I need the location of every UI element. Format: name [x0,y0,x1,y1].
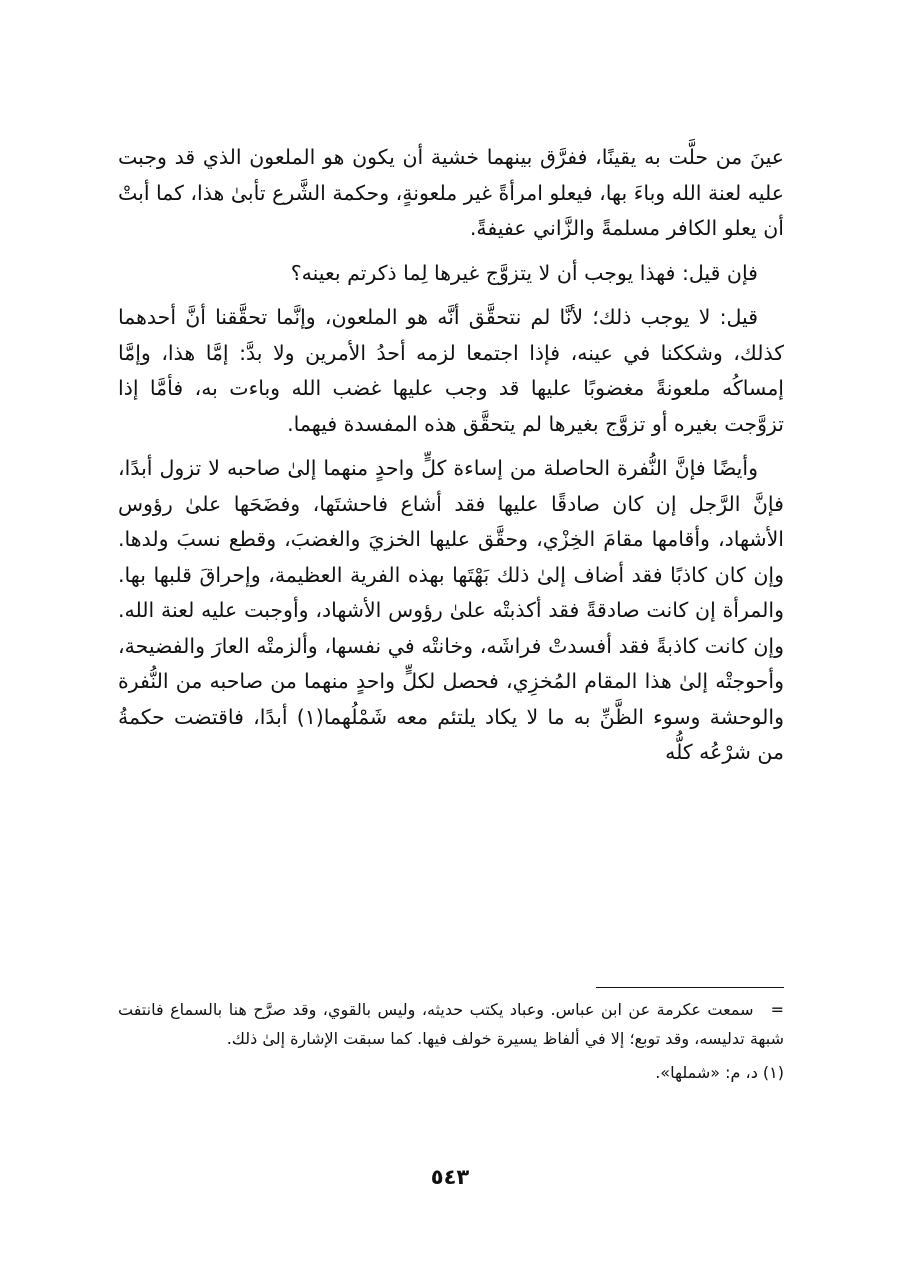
text-line: الظَّنِّ به ما لا يكاد يلتئم معه شَمْلُهما(١) أبدًا، فاقتضت حكمةُ من شرْعُه كلُّه [118,704,784,764]
text-line: وجبت عليه لعنة الله وباءَ بها، فيعلو امرأةً غير ملعونةٍ، وحكمة الشَّرع تأبىٰ [118,145,784,205]
text-line: وقطع نسبَ ولدها. وإن كان كاذبًا فقد أضاف إلىٰ ذلك بَهْتَها بهذه الفرية [118,527,784,587]
footnote-continuation [118,995,784,1053]
text-line: أحدهما كذلك، وشككنا في عينه، فإذا اجتمعا لزمه أحدُ الأمرين ولا بدَّ: إمَّا [118,305,784,365]
text-line: قيل: لا يوجب ذلك؛ لأنَّا لم نتحقَّق أنَّه هو الملعون، وإنَّما تحقَّقنا أنَّ [185,305,758,329]
text-line: هذا، كما أبتْ أن يعلو الكافر مسلمةً والزَّاني عفيفةً. [118,180,784,240]
text-line: فإن قيل: فهذا يوجب أن لا يتزوَّج غيرها لِما ذكرتم بعينه؟ [290,260,758,285]
text-line: المُخزِي، فحصل لكلٍّ واحدٍ منهما من صاحبه من النُّفرة والوحشة وسوء [118,669,784,729]
paragraph-4 [118,451,784,771]
footnote-line: سمعت عكرمة عن ابن عباس. وعباد يكتب حديثه، وليس بالقوي، وقد صرَّح هنا [228,1000,754,1019]
text-line: هذا، وإمَّا إمساكُه ملعونةً مغضوبًا عليها قد وجب عليها غضب الله وباءت به، [118,340,784,400]
footnote-1 [118,1058,784,1087]
paragraph-3 [118,300,784,442]
footnote-marker: (١) [762,1063,784,1082]
page-number: ٥٤٣ [430,1165,470,1189]
text-line: العظيمة، وإحراقَ قلبها بها. والمرأة إن كانت صادقةً فقد أكذبتْه علىٰ رؤوس [118,562,784,622]
text-line: وأيضًا فإنَّ النُّفرة الحاصلة من إساءة كلٍّ واحدٍ منهما إلىٰ صاحبه لا [208,456,758,480]
text-line: تزول أبدًا، فإنَّ الرَّجل إن كان صادقًا عليها فقد أشاع فاحشتَها، وفضَحَها [118,456,784,516]
text-line: عينَ من حلَّت به يقينًا، ففرَّق بينهما خشية أن يكون هو الملعون الذي قد [174,145,784,169]
footnote-line: الإشارة إلىٰ ذلك. [226,1029,339,1048]
text-line: علىٰ رؤوس الأشهاد، وأقامها مقامَ الخِزْي، وحقَّق عليها الخزيَ والغضبَ، [118,491,784,551]
text-line: وخانتْه في نفسها، وألزمتْه العارَ والفضيحة، وأحوجتْه إلىٰ هذا المقام [118,633,784,693]
footnote-separator [596,987,784,988]
footnotes [118,995,784,1092]
footnote-line: بالسماع فانتفت شبهة تدليسه، وقد توبع؛ إلا في ألفاظ يسيرة خولف فيها. كما سبقت [118,1000,784,1048]
text-line: فأمَّا إذا تزوَّجت بغيره أو تزوَّج بغيرها لم يتحقَّق هذه المفسدة فيهما. [118,376,784,436]
main-text [118,140,784,780]
footnote-text: د، م: «شملها». [655,1063,758,1082]
continuation-mark: = [770,1000,785,1019]
paragraph-2 [118,256,784,292]
paragraph-1 [118,140,784,247]
text-line: الأشهاد، وأوجبت عليه لعنة الله. وإن كانت كاذبةً فقد أفسدتْ فراشَه، [118,598,784,658]
